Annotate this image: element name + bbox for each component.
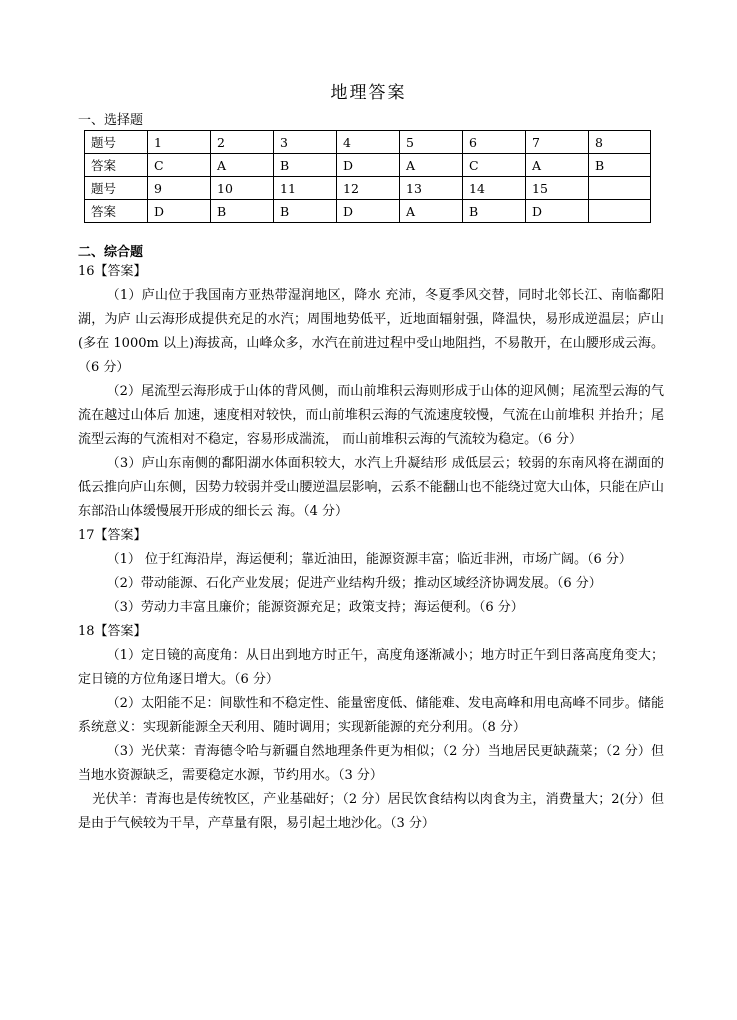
table-cell: B xyxy=(211,200,274,223)
table-cell: 3 xyxy=(274,131,337,154)
section-choice-heading: 一、选择题 xyxy=(78,113,144,128)
q18-part2: （2）太阳能不足：间歇性和不稳定性、能量密度低、储能难、发电高峰和用电高峰不同步。储能系统意义：实现新能源全天利用、随时调用；实现新能源的充分利用。（8 分） xyxy=(78,696,664,735)
table-cell: 15 xyxy=(526,177,589,200)
table-cell: B xyxy=(274,154,337,177)
table-cell: A xyxy=(526,154,589,177)
table-cell: D xyxy=(337,200,400,223)
table-cell: 7 xyxy=(526,131,589,154)
table-cell: 11 xyxy=(274,177,337,200)
answer-table xyxy=(84,130,651,223)
answers-body xyxy=(78,260,664,836)
q17-part2: （2）带动能源、石化产业发展；促进产业结构升级；推动区域经济协调发展。（6 分） xyxy=(106,576,602,591)
table-cell: B xyxy=(589,154,651,177)
table-cell: 4 xyxy=(337,131,400,154)
table-cell: 5 xyxy=(400,131,463,154)
table-cell: 1 xyxy=(148,131,211,154)
row-label-cell: 答案 xyxy=(85,200,148,223)
table-cell: D xyxy=(337,154,400,177)
table-row xyxy=(85,177,651,200)
q18-part3-sheep: 光伏羊：青海也是传统牧区，产业基础好；（2 分）居民饮食结构以肉食为主，消费量大；2(分）但是由于气候较为干旱，产草量有限，易引起土地沙化。（3 分） xyxy=(78,792,664,831)
table-cell: D xyxy=(148,200,211,223)
table-row xyxy=(85,200,651,223)
q16-part3: （3）庐山东南侧的鄱阳湖水体面积较大，水汽上升凝结形 成低层云；较弱的东南风将在湖面的低云推向庐山东侧，因势力较弱并受山腰逆温层影响，云系不能翻山也不能绕过宽大山体，只能在庐山东部沿山体缓慢展开形成的细长云 海。（4 分） xyxy=(78,456,664,519)
q16-part1: （1）庐山位于我国南方亚热带湿润地区，降水 充沛，冬夏季风交替，同时北邻长江、南临鄱阳湖，为庐 山云海形成提供充足的水汽；周围地势低平，近地面辐射强，降温快，易形成逆温层；庐山(多在 1000m 以上)海拔高，山峰众多，水汽在前进过程中受山地阻挡，不易散开，在山腰形成云海。（6 分） xyxy=(78,288,664,375)
table-cell xyxy=(589,177,651,200)
table-cell: 9 xyxy=(148,177,211,200)
q17-part3: （3）劳动力丰富且廉价；能源资源充足；政策支持；海运便利。（6 分） xyxy=(106,600,524,615)
table-cell: 2 xyxy=(211,131,274,154)
table-row xyxy=(85,131,651,154)
table-cell: B xyxy=(274,200,337,223)
q16-label: 16【答案】 xyxy=(78,264,147,279)
q18-part1: （1）定日镜的高度角：从日出到地方时正午，高度角逐渐减小；地方时正午到日落高度角变大；定日镜的方位角逐日增大。（6 分） xyxy=(78,648,664,687)
table-cell: A xyxy=(400,200,463,223)
table-cell: C xyxy=(148,154,211,177)
table-cell: 14 xyxy=(463,177,526,200)
section-comprehensive-heading: 二、综合题 xyxy=(78,245,144,260)
row-label-cell: 题号 xyxy=(85,177,148,200)
table-row xyxy=(85,154,651,177)
table-cell: A xyxy=(400,154,463,177)
table-cell: 6 xyxy=(463,131,526,154)
table-cell: 8 xyxy=(589,131,651,154)
q17-part1: （1） 位于红海沿岸，海运便利；靠近油田，能源资源丰富；临近非洲，市场广阔。（6 分） xyxy=(106,552,632,567)
q18-part3: （3）光伏菜：青海德令哈与新疆自然地理条件更为相似；（2 分）当地居民更缺蔬菜；（2 分）但当地水资源缺乏，需要稳定水源，节约用水。（3 分） xyxy=(78,744,664,783)
table-cell: 10 xyxy=(211,177,274,200)
table-cell: B xyxy=(463,200,526,223)
table-cell xyxy=(589,200,651,223)
table-cell: D xyxy=(526,200,589,223)
row-label-cell: 答案 xyxy=(85,154,148,177)
q17-label: 17【答案】 xyxy=(78,528,147,543)
table-cell: C xyxy=(463,154,526,177)
table-cell: A xyxy=(211,154,274,177)
table-cell: 13 xyxy=(400,177,463,200)
q18-label: 18【答案】 xyxy=(78,624,147,639)
page-title: 地理答案 xyxy=(330,83,407,103)
q16-part2: （2）尾流型云海形成于山体的背风侧，而山前堆积云海则形成于山体的迎风侧；尾流型云海的气流在越过山体后 加速，速度相对较快，而山前堆积云海的气流速度较慢，气流在山前堆积 并抬升；尾流型云海的气流相对不稳定，容易形成湍流， 而山前堆积云海的气流较为稳定。（6 分） xyxy=(78,384,664,447)
row-label-cell: 题号 xyxy=(85,131,148,154)
table-cell: 12 xyxy=(337,177,400,200)
